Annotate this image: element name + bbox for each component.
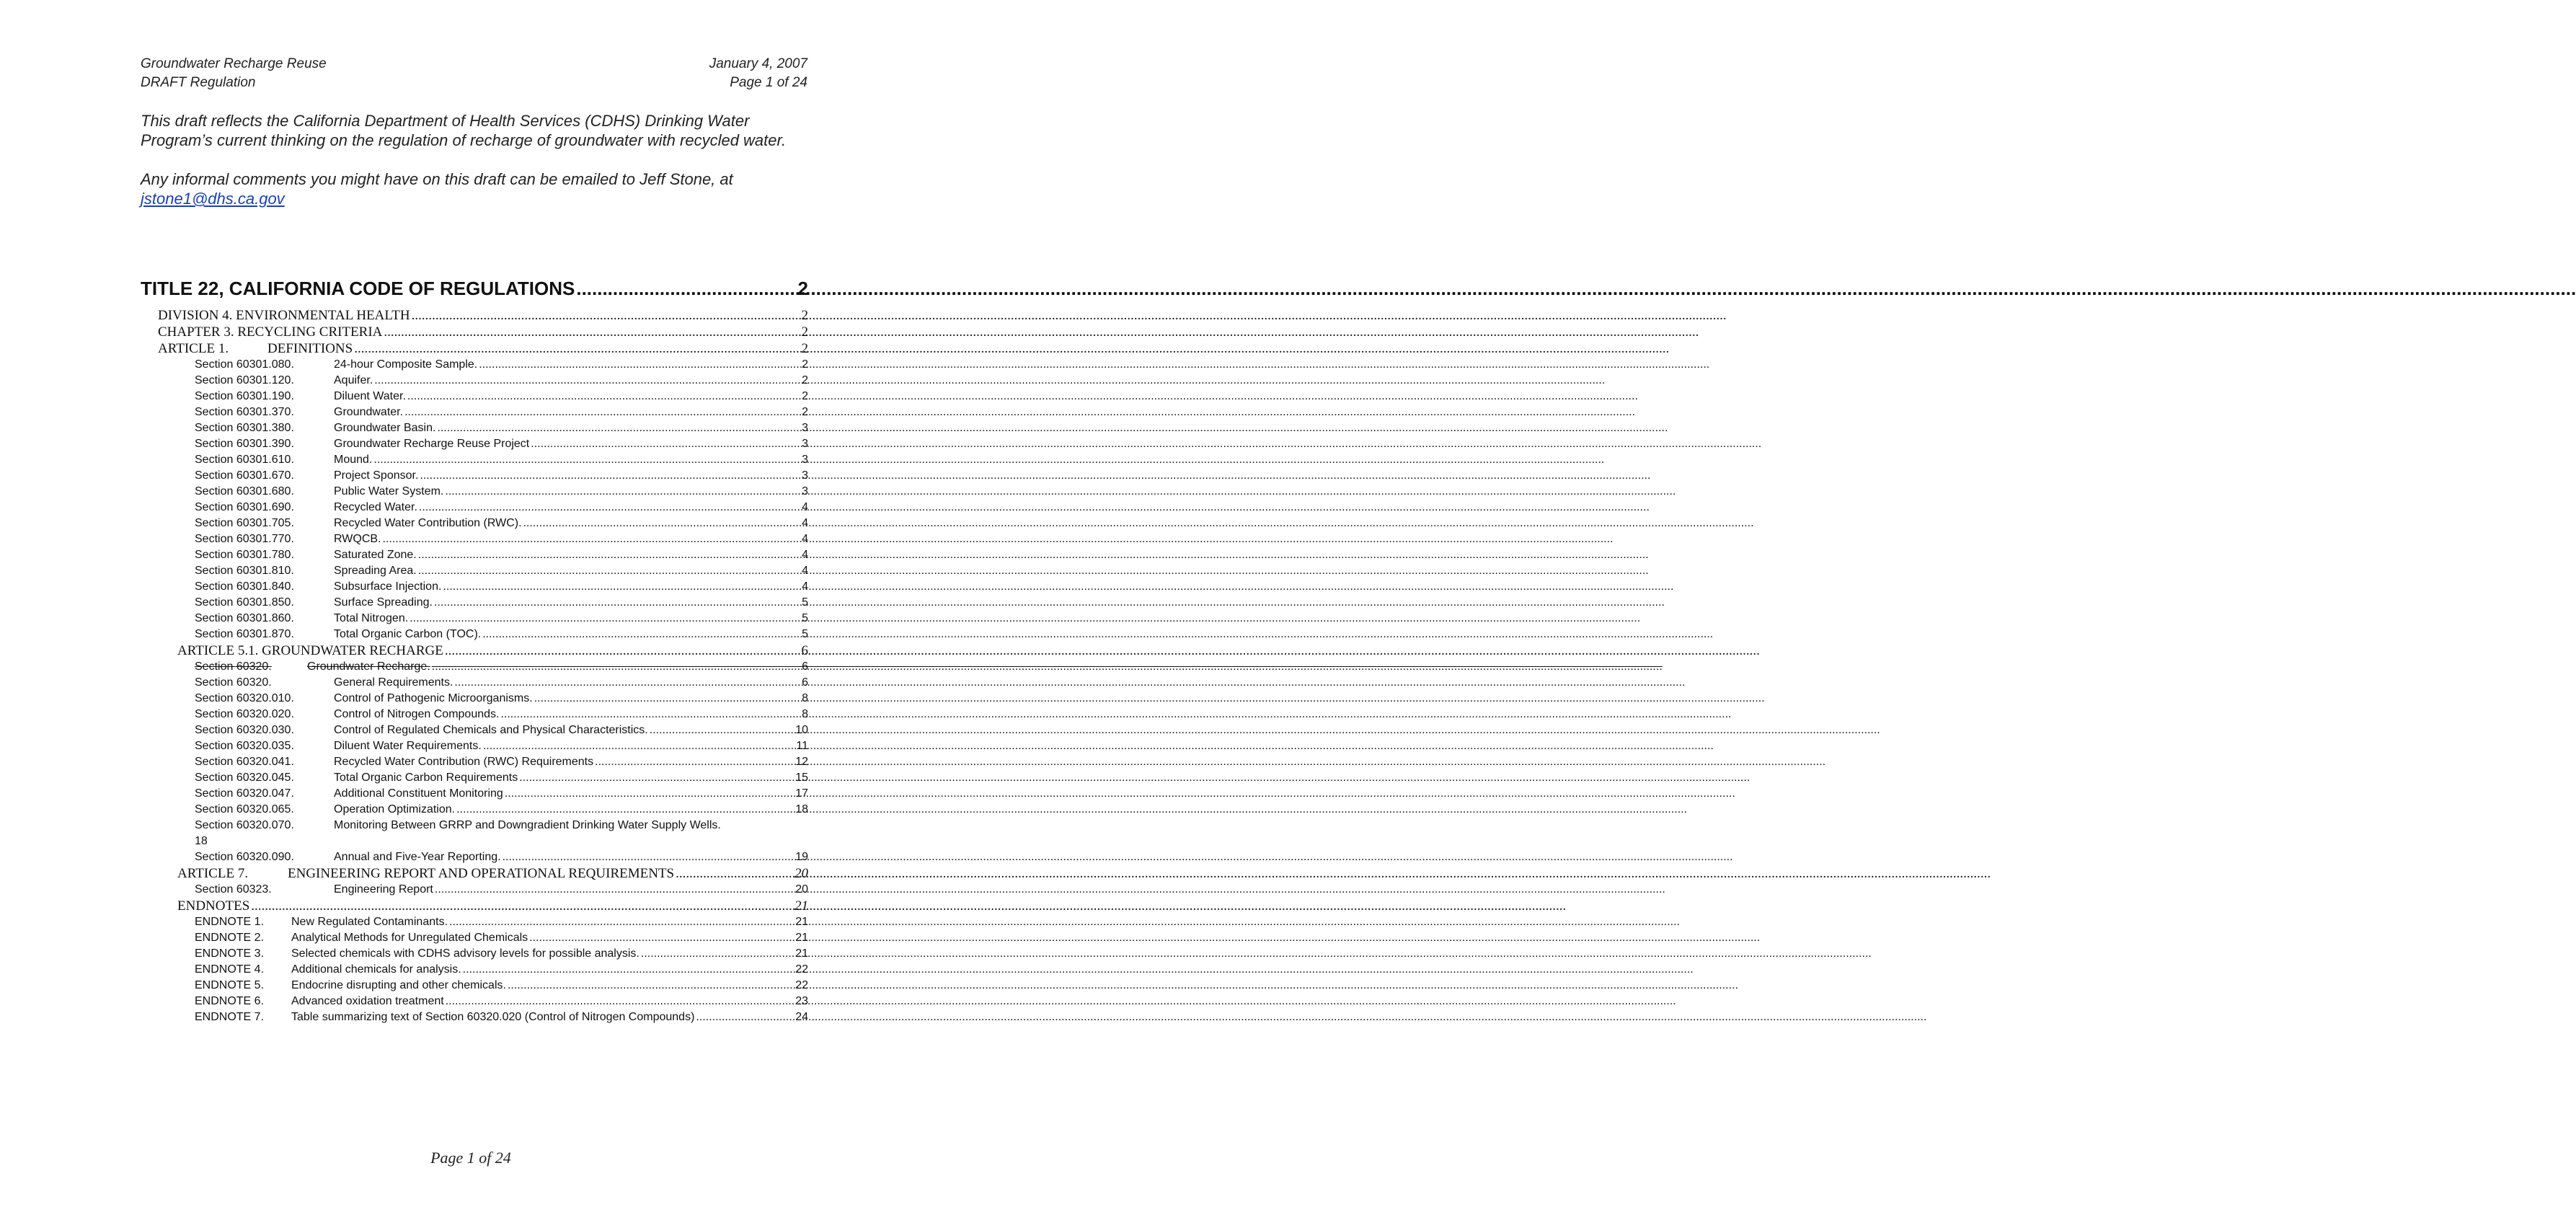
toc-section-entry[interactable]: [141, 691, 808, 707]
toc-entry-text: Subsurface Injection.: [334, 580, 442, 593]
toc-entry-number: Section 60320.035.: [195, 740, 294, 752]
dot-leader: [418, 547, 800, 563]
toc-section-entry[interactable]: [141, 802, 808, 818]
toc-entry-text: Endocrine disrupting and other chemicals.: [291, 979, 506, 991]
toc-entry-number: Section 60320.090.: [195, 851, 294, 863]
dot-leader: [407, 389, 800, 405]
toc-section-entry[interactable]: [141, 531, 808, 547]
header-page-number: Page 1 of 24: [730, 75, 807, 90]
dot-leader: [432, 659, 800, 675]
toc-entry-text: New Regulated Contaminants.: [291, 916, 448, 928]
toc-page-number: 17: [795, 787, 808, 800]
toc-section-entry[interactable]: [141, 516, 808, 531]
dot-leader: [479, 357, 800, 373]
toc-section-entry[interactable]: [141, 500, 808, 516]
header-subtitle: DRAFT Regulation: [141, 75, 256, 90]
dot-leader: [384, 324, 800, 340]
toc-endnote-entry[interactable]: [141, 978, 808, 994]
toc-entry-text: Selected chemicals with CDHS advisory levels for possible analysis.: [291, 947, 639, 960]
toc-entry-text: Monitoring Between GRRP and Downgradient Drinking Water Supply Wells.: [334, 819, 721, 831]
toc-page-number: 21: [795, 916, 808, 928]
toc-section-entry[interactable]: [141, 722, 808, 738]
toc-entry-number: Section 60301.840.: [195, 580, 294, 593]
toc-page-number: 15: [795, 772, 808, 784]
toc-article-entry[interactable]: [141, 642, 808, 659]
page-footer: Page 1 of 24: [430, 1149, 511, 1167]
toc-page-number: 2: [801, 324, 808, 340]
toc-entry-number: Section 60301.680.: [195, 485, 294, 498]
toc-page-number: 2: [801, 341, 808, 356]
dot-leader: [576, 274, 796, 303]
toc-entry-text: ENGINEERING REPORT AND OPERATIONAL REQUIREMENTS: [288, 866, 675, 881]
dot-leader: [404, 405, 800, 420]
dot-leader: [449, 914, 794, 930]
toc-page-number: 18: [195, 835, 208, 847]
toc-page-number: 12: [795, 756, 808, 768]
toc-entry-number: ENDNOTE 5.: [195, 979, 265, 991]
toc-entry-text: Spreading Area.: [334, 565, 417, 577]
toc-entry-number: Section 60301.080.: [195, 358, 294, 371]
toc-section-entry[interactable]: [141, 611, 808, 627]
toc-page-number: 22: [795, 963, 808, 976]
toc-entry-number: Section 60301.770.: [195, 533, 294, 545]
dot-leader: [373, 452, 800, 468]
intro-block: [141, 111, 818, 228]
toc-entry-number: Section 60301.690.: [195, 501, 294, 513]
dot-leader: [435, 882, 794, 898]
toc-page-number: 3: [802, 469, 808, 482]
toc-page-number: 23: [795, 995, 808, 1007]
endnote-list: [141, 914, 808, 1025]
dot-leader: [529, 930, 794, 946]
toc-section-entry[interactable]: [141, 595, 808, 611]
running-header-right: [709, 55, 807, 92]
toc-entry-text: Additional Constituent Monitoring: [334, 787, 503, 800]
toc-entry-text: DEFINITIONS: [267, 341, 353, 356]
toc-entry-number: Section 60301.390.: [195, 438, 294, 450]
dot-leader: [412, 307, 800, 324]
toc-entry-number: Section 60301.610.: [195, 454, 294, 466]
toc-page-number: 8: [802, 692, 808, 704]
dot-leader: [463, 962, 795, 978]
dot-leader: [508, 978, 794, 994]
toc-section-entry[interactable]: [141, 420, 808, 436]
toc-entry-text: Control of Nitrogen Compounds.: [334, 708, 500, 720]
toc-page-number: 21: [795, 898, 808, 914]
toc-entry-number: Section 60320.047.: [195, 787, 294, 800]
toc-section-entry[interactable]: [141, 849, 808, 865]
toc-page-number: 10: [795, 724, 808, 736]
dot-leader: [251, 898, 793, 914]
toc-entry-number: Section 60323.: [195, 883, 272, 896]
toc-entry-text: Analytical Methods for Unregulated Chemicals: [291, 932, 528, 944]
toc-page-number: 3: [802, 438, 808, 450]
toc-entry-text: Total Organic Carbon Requirements: [334, 772, 518, 784]
toc-entry-number: Section 60301.380.: [195, 422, 294, 434]
toc-page-number: 2: [802, 406, 808, 418]
toc-entry-text: ENDNOTES: [177, 898, 250, 914]
toc-page-number: 24: [795, 1011, 808, 1023]
dot-leader: [676, 865, 793, 882]
toc-entry-number: ENDNOTE 6.: [195, 995, 265, 1007]
toc-page-number: 4: [802, 565, 808, 577]
toc-section-entry[interactable]: [141, 770, 808, 786]
dot-leader: [410, 611, 800, 627]
toc-entry-text: Total Organic Carbon (TOC).: [334, 628, 482, 640]
toc-page-number: 2: [797, 278, 808, 299]
toc-entry-number: Section 60301.120.: [195, 374, 294, 386]
toc-section-entry[interactable]: [141, 468, 808, 484]
dot-leader: [418, 563, 800, 579]
toc-page-number: 2: [802, 374, 808, 386]
toc-page-number: 22: [795, 979, 808, 991]
toc-entry-text: Groundwater Recharge Reuse Project: [334, 438, 530, 450]
toc-section-entry[interactable]: [141, 373, 808, 389]
toc-wrapped-section-entry[interactable]: [141, 818, 808, 849]
toc-endnote-entry[interactable]: [141, 930, 808, 946]
toc-page-number: 3: [802, 485, 808, 498]
dot-leader: [454, 675, 800, 691]
toc-page-number: 6: [802, 660, 808, 673]
toc-entry-text: 24-hour Composite Sample.: [334, 358, 478, 371]
toc-article-entry[interactable]: [141, 340, 808, 357]
toc-entry-text: Recycled Water Contribution (RWC) Requirements: [334, 756, 594, 768]
toc-entry-text: Diluent Water Requirements.: [334, 740, 482, 752]
toc-section-entry[interactable]: [141, 579, 808, 595]
dot-leader: [443, 579, 800, 595]
toc-page-number: 4: [802, 517, 808, 529]
toc-section-entry[interactable]: [141, 484, 808, 500]
toc-endnote-entry[interactable]: [141, 914, 808, 930]
toc-section-entry[interactable]: [141, 389, 808, 405]
toc-page-number: 6: [801, 643, 808, 658]
toc-entry-text: General Requirements.: [334, 676, 453, 689]
running-header-left: [141, 55, 327, 92]
toc-page-number: 5: [802, 628, 808, 640]
toc-page-number: 2: [802, 390, 808, 402]
toc-endnote-entry[interactable]: [141, 946, 808, 962]
toc-entry-text: Groundwater Recharge.: [307, 660, 430, 673]
toc-entry-number: Section 60320.065.: [195, 803, 294, 815]
toc-section-entry[interactable]: [141, 738, 808, 754]
toc-page-number: 19: [795, 851, 808, 863]
comments-paragraph: [141, 169, 818, 208]
toc-section-entry[interactable]: [141, 547, 808, 563]
toc-page-number: 18: [795, 803, 808, 815]
toc-entry-text: Engineering Report: [334, 883, 433, 896]
toc-article-entry[interactable]: [141, 865, 808, 882]
toc-section-entry[interactable]: [141, 707, 808, 722]
toc-entry-number: Section 60320.010.: [195, 692, 294, 704]
dot-leader: [595, 754, 794, 770]
toc-section-entry[interactable]: [141, 786, 808, 802]
toc-section-entry[interactable]: [141, 882, 808, 898]
toc-page-number: 21: [795, 932, 808, 944]
toc-page-number: 3: [802, 422, 808, 434]
dot-leader: [382, 531, 800, 547]
dot-leader: [434, 595, 800, 611]
toc-page-number: 4: [802, 533, 808, 545]
toc-entry-number: Section 60301.850.: [195, 596, 294, 609]
toc-entry-text: Additional chemicals for analysis.: [291, 963, 461, 976]
toc-entry-number: Section 60301.780.: [195, 549, 294, 561]
toc-page-number: 2: [802, 358, 808, 371]
toc-section-entry[interactable]: [141, 405, 808, 420]
toc-entry-number: Section 60320.045.: [195, 772, 294, 784]
toc-entry-text: Operation Optimization.: [334, 803, 456, 815]
toc-entry-number: Section 60320.070.: [195, 819, 294, 831]
toc-entry-number: ARTICLE 1.: [158, 341, 229, 356]
toc-entry-number: Section 60301.370.: [195, 406, 294, 418]
toc-entry-text: Groundwater.: [334, 406, 404, 418]
toc-entry-text: Recycled Water Contribution (RWC).: [334, 517, 522, 529]
dot-leader: [420, 468, 800, 484]
toc-entry-text: Aquifer.: [334, 374, 373, 386]
toc-section-entry[interactable]: [141, 627, 808, 642]
dot-leader: [445, 642, 800, 659]
toc-endnotes-entry[interactable]: [141, 898, 808, 914]
toc-entry-text: ARTICLE 5.1. GROUNDWATER RECHARGE: [177, 643, 443, 658]
dot-leader: [500, 707, 800, 722]
article51-section-list: [141, 675, 808, 818]
toc-entry-number: Section 60320.041.: [195, 756, 294, 768]
toc-entry-number: ARTICLE 7.: [177, 866, 249, 881]
dot-leader: [641, 946, 794, 962]
dot-leader: [519, 770, 794, 786]
toc-entry-number: Section 60301.860.: [195, 612, 294, 624]
toc-entry-number: Section 60301.870.: [195, 628, 294, 640]
toc-entry-number: ENDNOTE 2.: [195, 932, 265, 944]
toc-entry-text: DIVISION 4. ENVIRONMENTAL HEALTH: [158, 308, 410, 323]
toc-section-entry[interactable]: [141, 452, 808, 468]
toc-page-number: 6: [802, 676, 808, 689]
toc-endnote-entry[interactable]: [141, 962, 808, 978]
toc-entry-text: Surface Spreading.: [334, 596, 433, 609]
toc-entry-text: TITLE 22, CALIFORNIA CODE OF REGULATIONS: [141, 278, 575, 299]
document-page: [0, 0, 942, 1220]
dot-leader: [650, 722, 794, 738]
intro-paragraph: This draft reflects the California Department of Health Services (CDHS) Drinking Water Program’s current thinking on the regulation of recharge of groundwater with recycled water.: [141, 112, 787, 149]
dot-leader: [456, 802, 794, 818]
toc-division-entry[interactable]: [141, 307, 808, 324]
dot-leader: [483, 738, 795, 754]
toc-entry-text: Advanced oxidation treatment: [291, 995, 444, 1007]
dot-leader: [437, 420, 800, 436]
toc-entry-text: RWQCB.: [334, 533, 381, 545]
dot-leader: [445, 484, 800, 500]
dot-leader: [446, 994, 795, 1009]
comments-text: Any informal comments you might have on this draft can be emailed to Jeff Stone, at: [141, 170, 733, 188]
toc-entry-number: Section 60320.: [195, 660, 272, 673]
toc-page-number: 20: [795, 883, 808, 896]
dot-leader: [503, 849, 795, 865]
toc-entry-text: Control of Regulated Chemicals and Physical Characteristics.: [334, 724, 648, 736]
header-title: Groundwater Recharge Reuse: [141, 56, 327, 71]
article1-section-list: [141, 357, 808, 642]
dot-leader: [505, 786, 794, 802]
toc-title-entry[interactable]: [141, 274, 808, 303]
toc-entry-text: Public Water System.: [334, 485, 444, 498]
toc-section-entry[interactable]: [141, 754, 808, 770]
dot-leader: [482, 627, 800, 642]
toc-page-number: 4: [802, 501, 808, 513]
toc-endnote-entry[interactable]: [141, 1009, 808, 1025]
toc-struck-section-entry[interactable]: [141, 659, 808, 675]
toc-entry-text: Annual and Five-Year Reporting.: [334, 851, 501, 863]
dot-leader: [534, 691, 800, 707]
toc-page-number: 11: [796, 740, 808, 752]
toc-entry-number: Section 60301.810.: [195, 565, 294, 577]
toc-entry-text: CHAPTER 3. RECYCLING CRITERIA: [158, 324, 383, 340]
toc-entry-number: Section 60320.: [195, 676, 272, 689]
toc-entry-number: Section 60320.030.: [195, 724, 294, 736]
toc-section-entry[interactable]: [141, 436, 808, 452]
toc-section-entry[interactable]: [141, 563, 808, 579]
toc-entry-text: Table summarizing text of Section 60320.020 (Control of Nitrogen Compounds): [291, 1011, 695, 1023]
dot-leader: [531, 436, 800, 452]
toc-entry-number: Section 60320.020.: [195, 708, 294, 720]
toc-page-number: 20: [795, 866, 808, 881]
toc-page-number: 3: [802, 454, 808, 466]
dot-leader: [523, 516, 801, 531]
toc-entry-number: ENDNOTE 4.: [195, 963, 265, 976]
toc-entry-number: Section 60301.670.: [195, 469, 294, 482]
toc-page-number: 5: [802, 596, 808, 609]
toc-page-number: 4: [802, 580, 808, 593]
dot-leader: [419, 500, 800, 516]
toc-chapter-entry[interactable]: [141, 324, 808, 340]
toc-entry-text: Diluent Water.: [334, 390, 406, 402]
toc-entry-text: Total Nitrogen.: [334, 612, 409, 624]
toc-entry-number: Section 60301.705.: [195, 517, 294, 529]
table-of-contents: [141, 274, 808, 1025]
toc-entry-text: Mound.: [334, 454, 373, 466]
toc-entry-text: Project Sponsor.: [334, 469, 419, 482]
toc-entry-text: Saturated Zone.: [334, 549, 417, 561]
dot-leader: [374, 373, 800, 389]
toc-page-number: 8: [802, 708, 808, 720]
header-date: January 4, 2007: [709, 56, 807, 71]
toc-entry-number: ENDNOTE 7.: [195, 1011, 265, 1023]
email-link[interactable]: jstone1@dhs.ca.gov: [141, 190, 285, 208]
toc-page-number: 5: [802, 612, 808, 624]
toc-page-number: 4: [802, 549, 808, 561]
dot-leader: [354, 340, 800, 357]
toc-page-number: 2: [801, 308, 808, 323]
toc-entry-text: Control of Pathogenic Microorganisms.: [334, 692, 533, 704]
toc-entry-number: ENDNOTE 1.: [195, 916, 265, 928]
toc-page-number: 21: [795, 947, 808, 960]
toc-entry-number: Section 60301.190.: [195, 390, 294, 402]
dot-leader: [696, 1009, 794, 1025]
toc-section-entry[interactable]: [141, 357, 808, 373]
toc-endnote-entry[interactable]: [141, 994, 808, 1009]
toc-entry-number: ENDNOTE 3.: [195, 947, 265, 960]
toc-entry-text: Recycled Water.: [334, 501, 417, 513]
toc-section-entry[interactable]: [141, 675, 808, 691]
toc-entry-text: Groundwater Basin.: [334, 422, 436, 434]
